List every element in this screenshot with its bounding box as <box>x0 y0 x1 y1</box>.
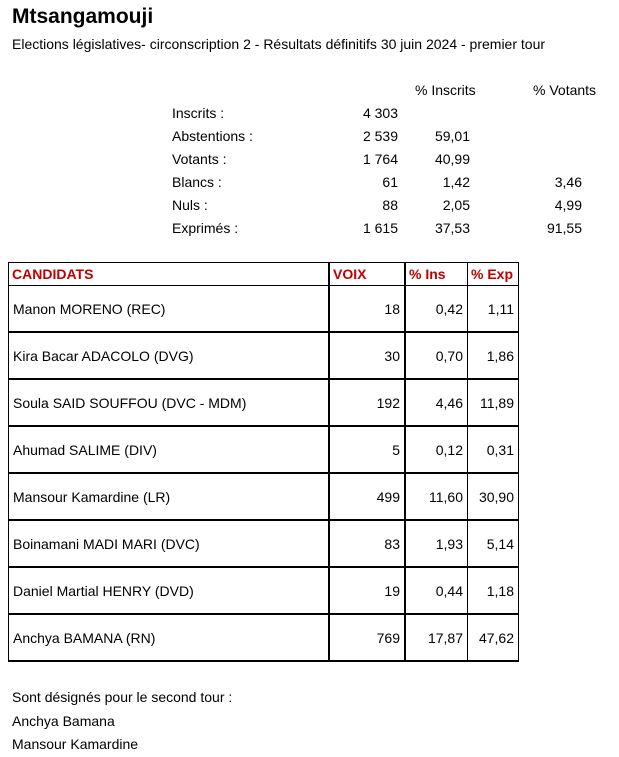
header-voix: VOIX <box>329 263 405 286</box>
candidate-voix: 499 <box>329 473 405 520</box>
stat-count: 1 615 <box>362 220 398 236</box>
stat-row-abstentions <box>0 127 619 150</box>
stat-pct-votants: 4,99 <box>554 197 582 213</box>
candidate-voix: 5 <box>329 426 405 473</box>
stat-pct-votants: 91,55 <box>546 220 582 236</box>
page-subtitle: Elections législatives- circonscription 2 - Résultats définitifs 30 juin 2024 - premier tour <box>12 36 546 52</box>
table-row <box>9 286 519 333</box>
candidate-name: Ahumad SALIME (DIV) <box>9 426 330 473</box>
stat-row-exprimes <box>0 219 619 242</box>
candidate-pct-exp: 1,86 <box>468 332 519 379</box>
candidate-name: Manon MORENO (REC) <box>9 286 330 333</box>
second-round-name: Mansour Kamardine <box>12 736 139 752</box>
candidate-pct-exp: 47,62 <box>468 614 519 661</box>
results-header-row <box>9 263 519 286</box>
table-row <box>9 614 519 661</box>
header-candidats: CANDIDATS <box>9 263 330 286</box>
stat-count: 61 <box>382 174 398 190</box>
stat-count: 2 539 <box>362 128 398 144</box>
candidate-voix: 83 <box>329 520 405 567</box>
stat-count: 1 764 <box>362 151 398 167</box>
stats-header-pct-votants: % Votants <box>533 82 597 98</box>
table-row <box>9 426 519 473</box>
candidate-pct-ins: 0,12 <box>405 426 468 473</box>
stat-label: Abstentions : <box>172 128 253 144</box>
candidate-name: Boinamani MADI MARI (DVC) <box>9 520 330 567</box>
candidate-name: Daniel Martial HENRY (DVD) <box>9 567 330 614</box>
stat-pct-inscrits: 59,01 <box>434 128 470 144</box>
stat-row-inscrits <box>0 104 619 127</box>
stats-header-pct-inscrits: % Inscrits <box>415 82 476 98</box>
candidate-name: Kira Bacar ADACOLO (DVG) <box>9 332 330 379</box>
candidate-voix: 30 <box>329 332 405 379</box>
stat-count: 88 <box>382 197 398 213</box>
candidate-voix: 19 <box>329 567 405 614</box>
header-pct-exp: % Exp <box>468 263 519 286</box>
stat-row-nuls <box>0 196 619 219</box>
candidate-voix: 192 <box>329 379 405 426</box>
stat-label: Blancs : <box>172 174 222 190</box>
candidate-name: Anchya BAMANA (RN) <box>9 614 330 661</box>
candidate-pct-ins: 4,46 <box>405 379 468 426</box>
candidate-pct-exp: 11,89 <box>468 379 519 426</box>
candidate-pct-exp: 30,90 <box>468 473 519 520</box>
candidate-pct-ins: 11,60 <box>405 473 468 520</box>
candidate-name: Mansour Kamardine (LR) <box>9 473 330 520</box>
stat-pct-inscrits: 2,05 <box>442 197 470 213</box>
header-pct-ins: % Ins <box>405 263 468 286</box>
stat-row-blancs <box>0 173 619 196</box>
second-round-heading: Sont désignés pour le second tour : <box>12 689 233 705</box>
candidate-pct-ins: 17,87 <box>405 614 468 661</box>
candidate-voix: 769 <box>329 614 405 661</box>
stat-label: Inscrits : <box>172 105 225 121</box>
stat-label: Exprimés : <box>172 220 239 236</box>
table-row <box>9 379 519 426</box>
candidate-pct-exp: 5,14 <box>468 520 519 567</box>
candidate-pct-exp: 1,18 <box>468 567 519 614</box>
stat-pct-inscrits: 1,42 <box>442 174 470 190</box>
stat-row-votants <box>0 150 619 173</box>
candidate-pct-ins: 1,93 <box>405 520 468 567</box>
page-title: Mtsangamouji <box>12 5 154 28</box>
stat-label: Votants : <box>172 151 227 167</box>
candidate-pct-ins: 0,42 <box>405 286 468 333</box>
stat-pct-inscrits: 37,53 <box>434 220 470 236</box>
candidate-pct-exp: 1,11 <box>468 286 519 333</box>
table-row <box>9 473 519 520</box>
table-row <box>9 520 519 567</box>
second-round-name: Anchya Bamana <box>12 712 115 729</box>
stat-count: 4 303 <box>362 105 398 121</box>
candidate-pct-ins: 0,44 <box>405 567 468 614</box>
candidate-voix: 18 <box>329 286 405 333</box>
stat-pct-votants: 3,46 <box>554 174 582 190</box>
table-row <box>9 332 519 379</box>
stat-label: Nuls : <box>172 197 208 213</box>
table-row <box>9 567 519 614</box>
second-round-block <box>12 686 232 757</box>
stat-pct-inscrits: 40,99 <box>434 151 470 167</box>
candidate-name: Soula SAID SOUFFOU (DVC - MDM) <box>9 379 330 426</box>
candidate-pct-ins: 0,70 <box>405 332 468 379</box>
results-table <box>8 262 519 662</box>
candidate-pct-exp: 0,31 <box>468 426 519 473</box>
